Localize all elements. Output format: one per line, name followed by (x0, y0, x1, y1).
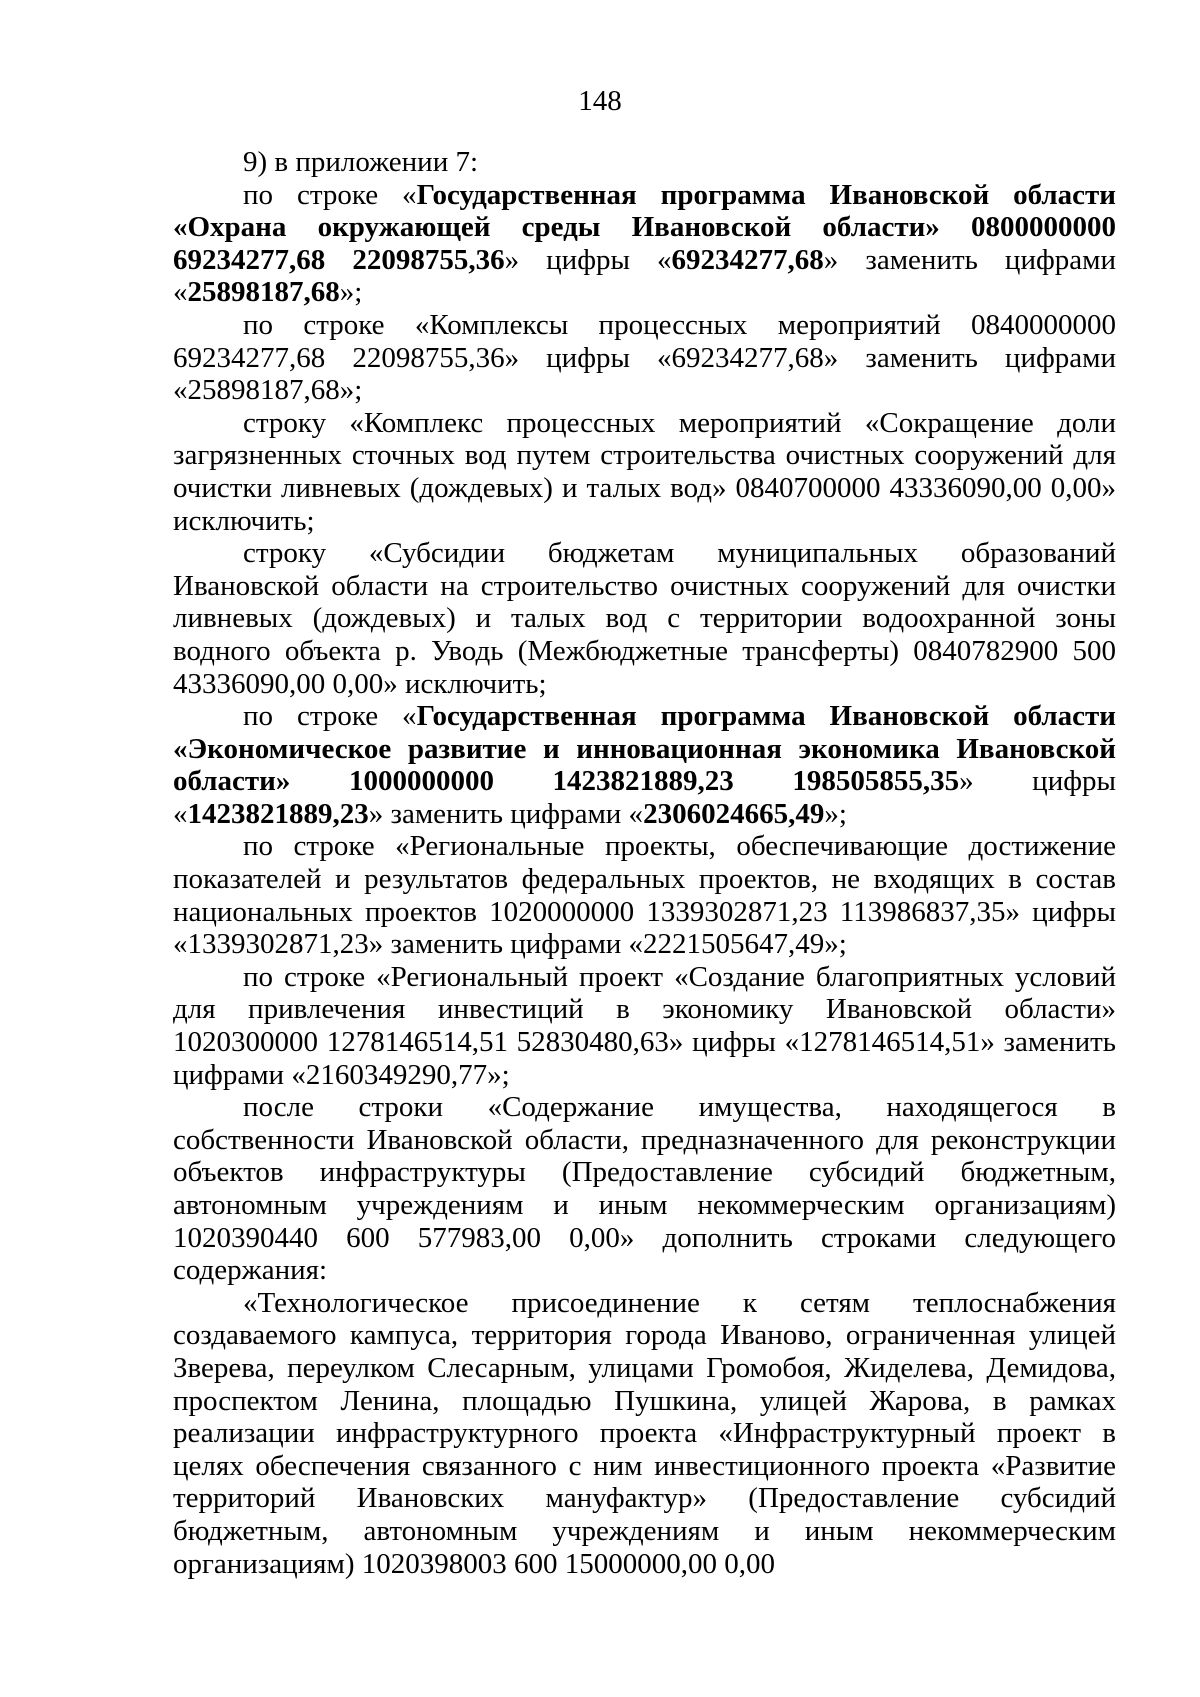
paragraph-regional-project-investments: по строке «Региональный проект «Создание благоприятных условий для привлечения инвестиций в экономику Ивановской области» 1020300000 1278146514,51 52830480,63» цифры «1278146514,51» заменить цифрами «2160349290,77»; (173, 960, 1116, 1091)
paragraph-new-row: «Технологическое присоединение к сетям теплоснабжения создаваемого кампуса, территория города Иваново, ограниченная улицей Зверева, переулком Слесарным, улицами Громобоя, Жиделева, Демидова, проспектом Ленина, площадью Пушкина, улицей Жарова, в рамках реализации инфраструктурного проекта «Инфраструктурный проект в целях обеспечения связанного с ним инвестиционного проекта «Развитие территорий Ивановских мануфактур» (Предоставление субсидий бюджетным, автономным учреждениям и иным некоммерческим организациям) 1020398003 600 15000000,00 0,00 (173, 1286, 1116, 1580)
paragraph-program-environment (173, 179, 1116, 309)
text-segment: »; (824, 797, 847, 830)
paragraph-regional-projects: по строке «Региональные проекты, обеспечивающие достижение показателей и результатов федеральных проектов, не входящих в состав национальных проектов 1020000000 1339302871,23 113986837,35» цифры «1339302871,23» заменить цифрами «2221505647,49»; (173, 830, 1116, 961)
bold-segment: 69234277,68 (671, 243, 824, 276)
bold-segment: Государственная программа Ивановской области «Экономическое развитие и инновационная экономика Ивановской области» 1000000000 1423821889,23 198505855,35 (173, 700, 1116, 798)
document-body (173, 146, 1116, 1580)
page-number: 148 (578, 85, 622, 117)
paragraph-exclude-complex: строку «Комплекс процессных мероприятий «Сокращение доли загрязненных сточных вод путем строительства очистных сооружений для очистки ливневых (дождевых) и талых вод» 0840700000 43336090,00 0,00» исключить; (173, 406, 1116, 537)
paragraph-exclude-subsidies: строку «Субсидии бюджетам муниципальных образований Ивановской области на строительство очистных сооружений для очистки ливневых (дождевых) и талых вод с территории водоохранной зоны водного объекта р. Уводь (Межбюджетные трансферты) 0840782900 500 43336090,00 0,00» исключить; (173, 537, 1116, 700)
text-segment: » цифры « (504, 243, 672, 276)
paragraph-after-row: после строки «Содержание имущества, находящегося в собственности Ивановской области, предназначенного для реконструкции объектов инфраструктуры (Предоставление субсидий бюджетным, автономным учреждениям и иным некоммерческим организациям) 1020390440 600 577983,00 0,00» дополнить строками следующего содержания: (173, 1091, 1116, 1287)
text-segment: по строке « (243, 700, 417, 733)
paragraph-process-complexes: по строке «Комплексы процессных мероприятий 0840000000 69234277,68 22098755,36» цифры «69234277,68» заменить цифрами «25898187,68»; (173, 308, 1116, 407)
text-segment: » заменить цифрами « (368, 797, 644, 830)
bold-segment: 25898187,68 (187, 276, 340, 309)
text-segment: »; (339, 276, 363, 309)
paragraph-appendix-7-heading: 9) в приложении 7: (243, 146, 479, 178)
text-segment: » заменить цифрами « (173, 243, 1117, 309)
bold-segment: Государственная программа Ивановской области «Охрана окружающей среды Ивановской области» 0800000000 69234277,68 22098755,36 (173, 178, 1116, 276)
text-segment: » цифры « (173, 765, 1116, 830)
bold-segment: 2306024665,49 (643, 797, 825, 830)
text-segment: по строке « (243, 178, 417, 211)
paragraph-program-economy (173, 700, 1116, 830)
bold-segment: 1423821889,23 (187, 797, 369, 830)
